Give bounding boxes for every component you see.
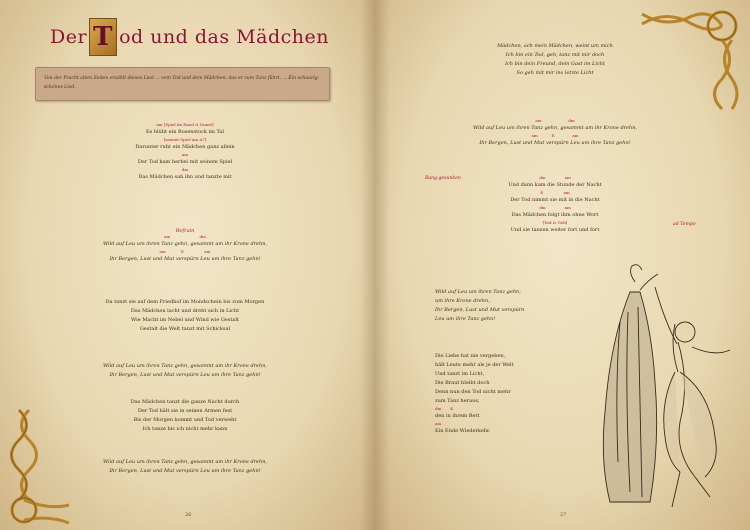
right-refrain-1 (415, 118, 695, 148)
lyric-line: Der Tod hält sie in seinen Armen fest (137, 408, 233, 414)
lyric-line: Wild auf Leu um ihren Tanz gehn, gesammt um ihr Krone drehn, (102, 459, 268, 465)
lyric-line: Leu um ihre Tanz gehn! (435, 316, 496, 322)
page-number: 27 (560, 512, 567, 518)
lyric-line: Der Tod kam herbei mit seinem Spiel (137, 159, 233, 165)
lyric-line: Wie Macht im Nebel und Wind wie Gestalt (131, 317, 239, 323)
refrain-label: Refrain (175, 228, 195, 234)
chord-line: am E am (531, 133, 579, 138)
lyric-line: Ihr Bergen, Lust und Mut verspürn Leu um ihre Tanz gehn! (479, 140, 631, 146)
title-post: od und das Mädchen (119, 26, 329, 48)
chord-line: dm am (539, 205, 571, 210)
right-verse-2 (435, 175, 675, 235)
chord-line: am (435, 421, 442, 426)
lyric-line: Und tanzt im Licht, (435, 371, 485, 377)
lyric-line: Denn nun den Tod nicht mehr (435, 389, 511, 395)
lyric-line: Wild auf Leu um ihren Tanz gehn, gesammt um ihr Krone drehn, (102, 241, 268, 247)
tempo-label-right: ad Tempo (673, 222, 696, 227)
lyric-line: Ein Ende Wiederkehr. (435, 428, 491, 434)
lyric-line: hält Leute mehr als je der Welt (435, 362, 514, 368)
lyric-line: Und sie tanzen weiter fort und fort (510, 227, 600, 233)
lyric-line: Ich bin ein Tod, geh, tanz mit mir doch (505, 52, 605, 58)
refrain-1 (40, 228, 330, 264)
lyric-line: zum Tanz heraus, (435, 398, 480, 404)
lyric-line: Darunter ruht ein Mädchen ganz allein (135, 144, 235, 150)
lyric-line: den in ihrem Bett (435, 413, 480, 419)
lyric-line: Das Mädchen sah ihn und tanzte mit (138, 174, 232, 180)
lyric-line: Das Mädchen folgt ihm ohne Wort (511, 212, 599, 218)
illuminated-initial: T (89, 18, 117, 56)
chord-line: am dm (535, 118, 575, 123)
lyric-line: Da tanzt sie auf dem Friedhof im Mondschein bis zum Morgen (105, 299, 265, 305)
celtic-knot-ornament (4, 405, 74, 525)
verse-3 (40, 398, 330, 434)
lyric-line: Und dann kam die Stunde der Nacht (508, 182, 602, 188)
lyric-line: Ihr Bergen, Lust und Mut verspürn Leu um ihre Tanz gehn! (109, 372, 261, 378)
chord-line: [sanner Spiel am A7] (163, 137, 207, 142)
celtic-knot-ornament (637, 4, 747, 114)
chord-line: am [Spiel im Rand & Dunst] (156, 122, 214, 127)
right-outro (435, 352, 565, 436)
chord-line: dm (181, 167, 189, 172)
lyric-line: Es blüht ein Rosenstock im Tal (146, 129, 224, 135)
lyric-line: um ihre Krone drehn, (435, 298, 490, 304)
chord-line: am E am (159, 249, 211, 254)
lyric-line: Wild auf Leu um ihren Tanz gehn, gesammt um ihr Krone drehn, (102, 363, 268, 369)
lyric-line: Wild auf Leu um ihren Tanz gehn, (435, 289, 521, 295)
right-refrain-block (435, 288, 555, 324)
song-title (50, 18, 329, 56)
lyric-line: Ich bin dein Freund, dein Gast im Licht (505, 61, 605, 67)
lyric-line: Der Tod nimmt sie mit in die Nacht (510, 197, 600, 203)
lyric-line: Ihr Bergen, Lust und Mut verspürn Leu um ihre Tanz gehn! (109, 256, 261, 262)
chord-line: [Tod & Geh] (542, 220, 568, 225)
page-number: 26 (185, 512, 192, 518)
intro-text: Von der Pracht alten Zeiten erzählt dieses Lied ... vom Tod und dem Mädchen, das er zum Tanz führt. ... Ein schaurig-schönes Lied. (44, 76, 320, 90)
lyric-line: Ihr Bergen, Lust und Mut verspürn Leu um ihre Tanz gehn! (109, 468, 261, 474)
title-pre: Der (50, 26, 88, 48)
refrain-3 (40, 458, 330, 476)
right-page (375, 0, 750, 530)
chord-line: dm am (539, 175, 571, 180)
lyric-line: Gestalt die Welt tanzt mit Schicksal (139, 326, 231, 332)
lyric-line: Das Mädchen lacht und dreht sich in Licht (130, 308, 240, 314)
lyric-line: Bis der Morgen kommt und Tod verweht (133, 417, 237, 423)
lyric-line: Das Mädchen tanzt die ganze Nacht durch (130, 399, 240, 405)
lyric-line: Ihr Bergen, Lust und Mut verspürn (435, 307, 525, 313)
intro-box (35, 67, 330, 101)
lyric-line: Mädchen, ach mein Mädchen, weint um mich (497, 43, 613, 49)
chord-line: dm E (435, 406, 454, 411)
chord-line: am dm (164, 234, 206, 239)
chord-line: am (181, 152, 189, 157)
book-gutter (360, 0, 390, 530)
chord-line: E am (540, 190, 570, 195)
lyric-line: Die Braut bleibt doch (435, 380, 490, 386)
lyric-line: Die Liebe hat nie vergeben, (435, 353, 506, 359)
lyric-line: Wild auf Leu um ihren Tanz gehn, gesammt um ihr Krone drehn, (472, 125, 638, 131)
verse-1 (40, 122, 330, 182)
lyric-line: Ich tanze bis ich nicht mehr kann (142, 426, 228, 432)
lyric-line: So geh mit mir ins letzte Licht (516, 70, 594, 76)
refrain-2 (40, 362, 330, 380)
tempo-label-left: Bang gesunken (425, 176, 461, 181)
verse-2 (40, 298, 330, 334)
death-and-maiden-illustration (580, 262, 745, 517)
